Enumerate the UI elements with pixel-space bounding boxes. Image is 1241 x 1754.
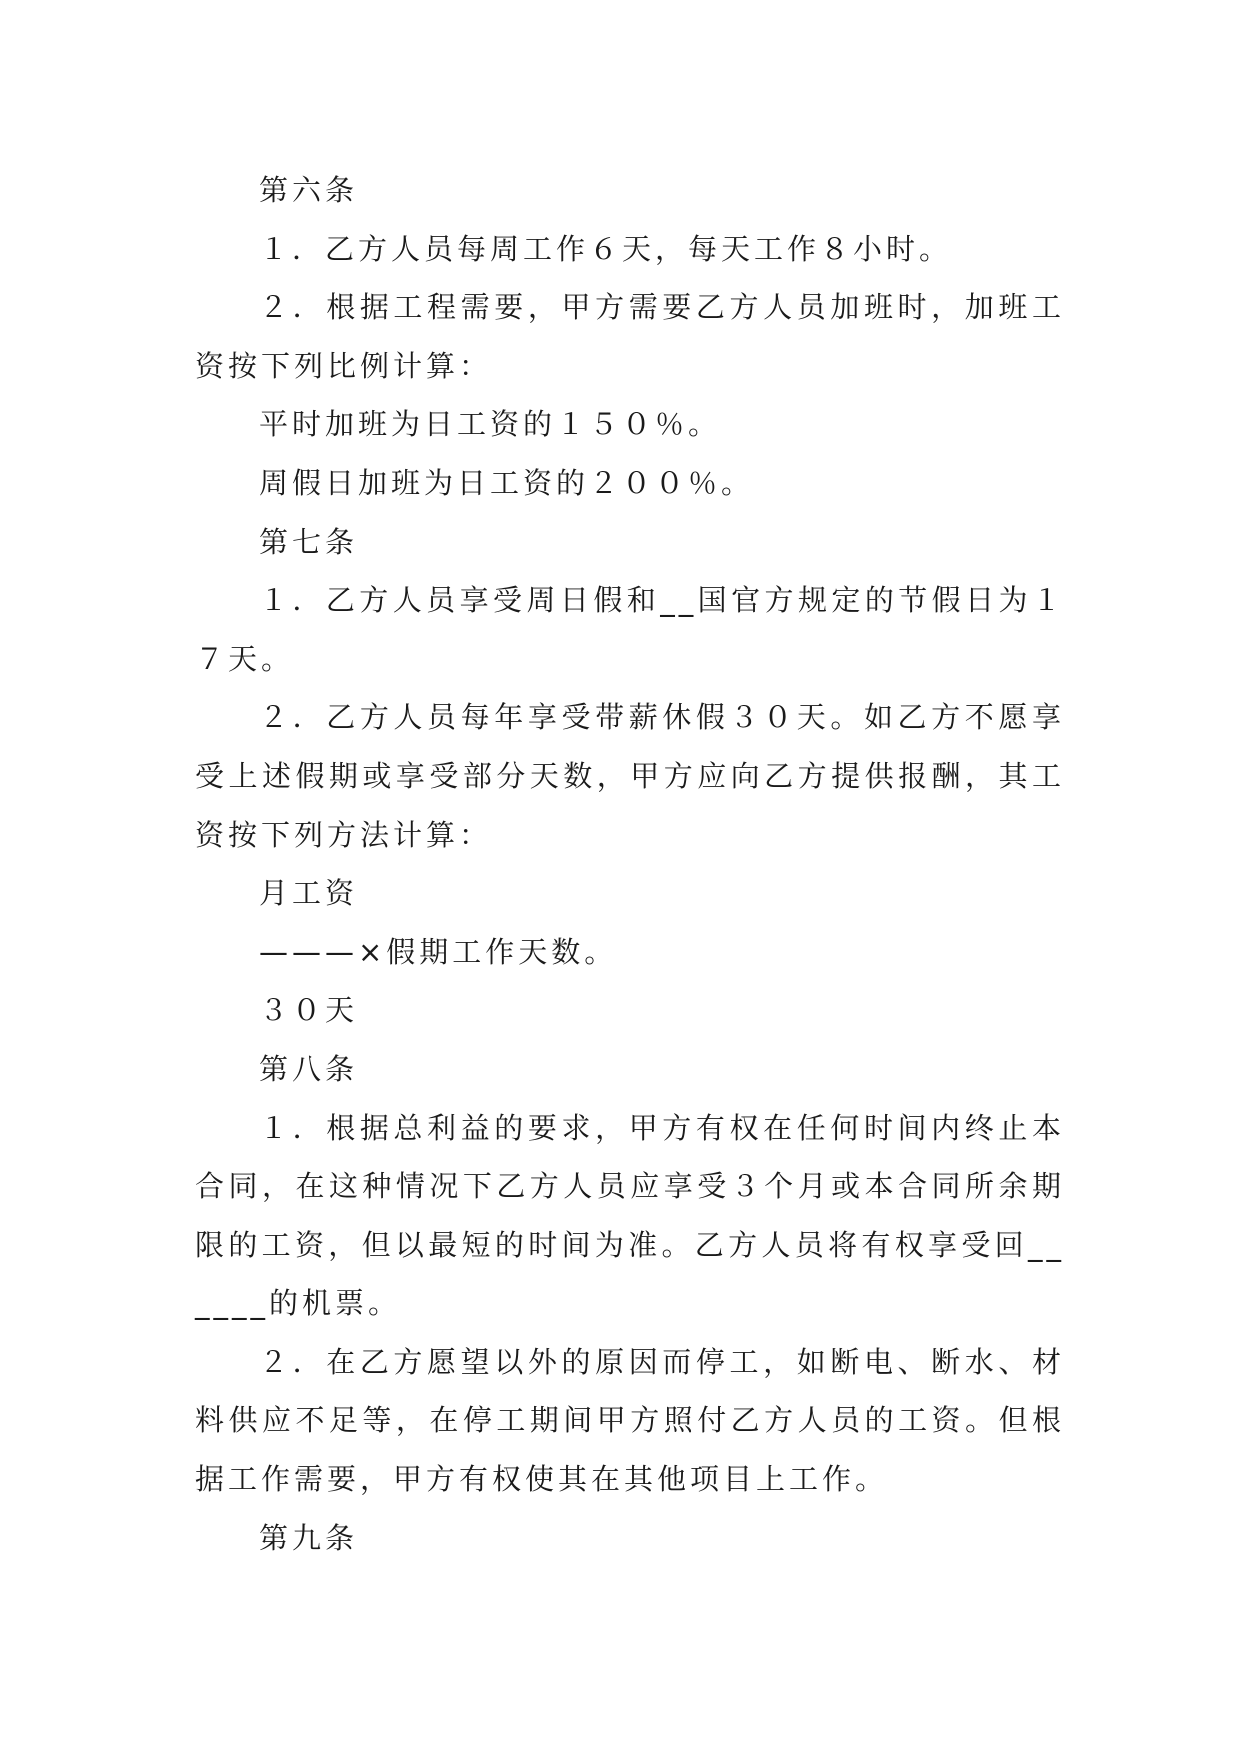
paragraph: ２．乙方人员每年享受带薪休假３０天。如乙方不愿享受上述假期或享受部分天数，甲方应向乙方提供报酬，其工资按下列方法计算： [195,700,1065,852]
paragraph: 平时加班为日工资的１５０％。 [259,407,722,442]
paragraph: 周假日加班为日工资的２００％。 [259,465,755,500]
article-heading-6: 第六条 [259,173,359,207]
formula-line: ———×假期工作天数。 [259,934,618,969]
paragraph: １．乙方人员每周工作６天，每天工作８小时。 [259,231,953,266]
paragraph: ２．根据工程需要，甲方需要乙方人员加班时，加班工资按下列比例计算： [195,290,1065,383]
article-heading-9: 第九条 [259,1520,359,1555]
article-heading-8: 第八条 [259,1051,359,1086]
paragraph: １．乙方人员享受周日假和__国官方规定的节假日为１７天。 [195,583,1065,676]
formula-denominator: ３０天 [259,993,359,1028]
document-body [195,161,1065,1567]
paragraph: １．根据总利益的要求，甲方有权在任何时间内终止本合同，在这种情况下乙方人员应享受３个月或本合同所余期限的工资，但以最短的时间为准。乙方人员将有权享受回______的机票。 [195,1110,1065,1321]
paragraph: ２．在乙方愿望以外的原因而停工，如断电、断水、材料供应不足等，在停工期间甲方照付乙方人员的工资。但根据工作需要，甲方有权使其在其他项目上工作。 [195,1344,1065,1497]
formula-numerator: 月工资 [259,876,359,911]
article-heading-7: 第七条 [259,524,359,559]
